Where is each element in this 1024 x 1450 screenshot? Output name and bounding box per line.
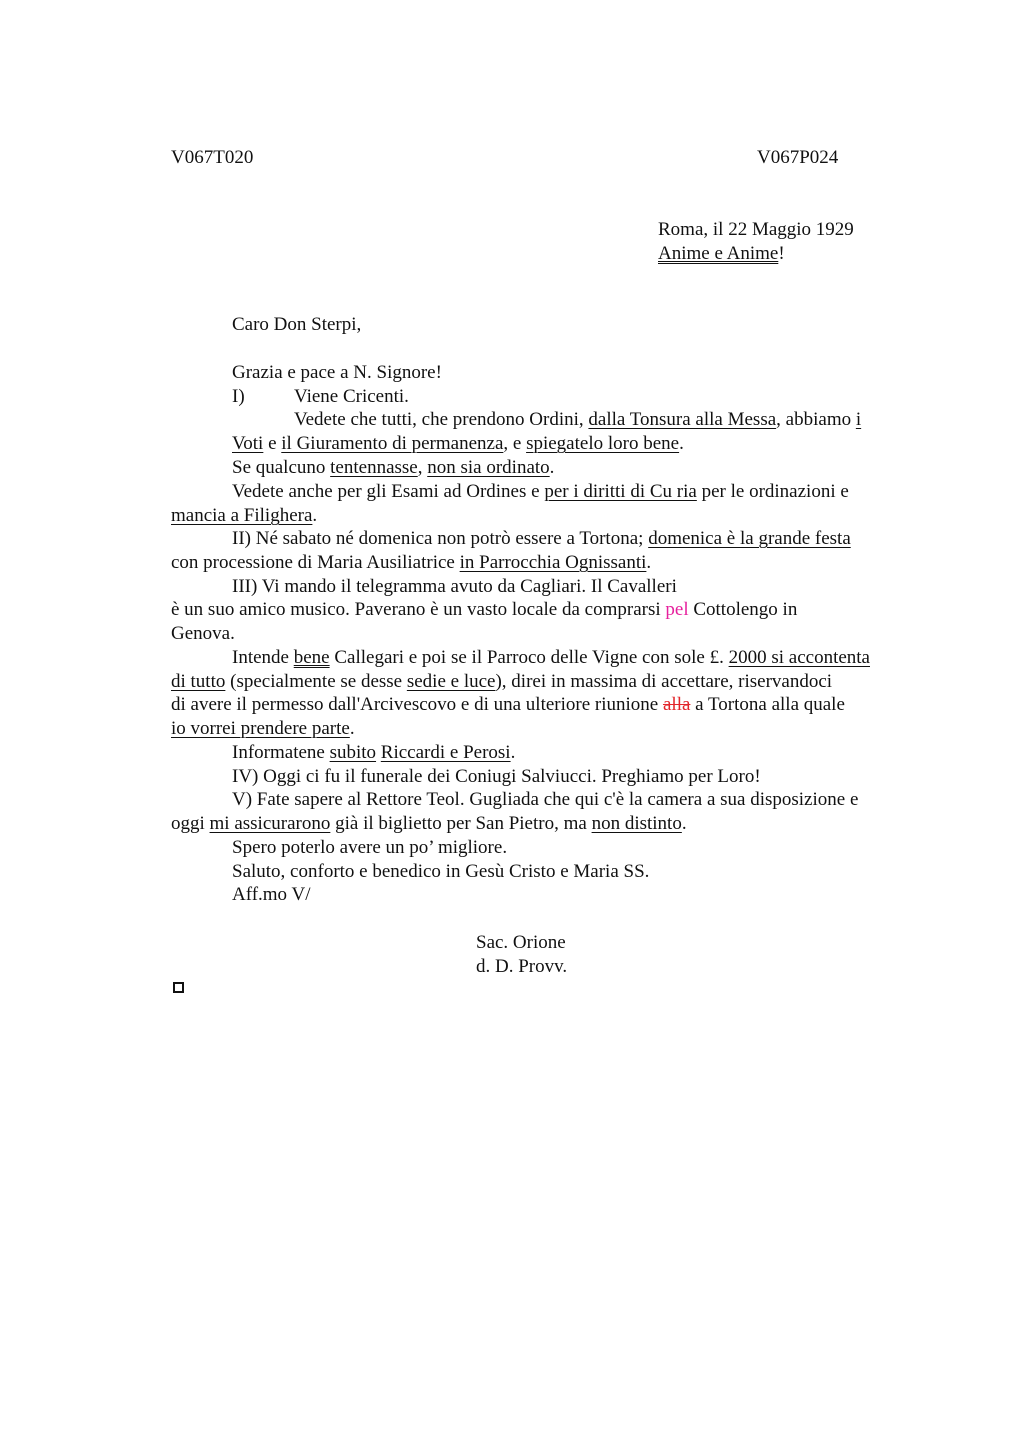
section1-line3: [232, 456, 554, 480]
section4-line1: IV) Oggi ci fu il funerale dei Coniugi Salviucci. Preghiamo per Loro!: [232, 766, 761, 787]
motto: [658, 242, 785, 266]
underlined-run: mi assicurarono: [209, 813, 331, 834]
text-run: , e: [503, 433, 527, 454]
text-run: è un suo amico musico. Paverano è un vasto locale da comprarsi: [171, 599, 666, 620]
underlined-run: il Giuramento di permanenza: [281, 433, 504, 454]
underlined-run: Voti: [232, 433, 264, 454]
text-run: ), direi in massima di accettare, riservandoci: [495, 671, 833, 692]
struck-word: alla: [662, 694, 691, 715]
underlined-run: non sia ordinato: [427, 457, 550, 478]
underlined-run: domenica è la grande festa: [648, 528, 851, 549]
text-run: per le ordinazioni e: [696, 481, 849, 502]
motto-text: Anime e Anime: [658, 243, 779, 264]
left-code: V067T020: [171, 147, 254, 168]
underlined-run: tentennasse: [330, 457, 418, 478]
text-run: .: [681, 813, 687, 834]
section2-line1: [232, 527, 851, 551]
text-run: Informatene: [232, 742, 330, 763]
signature-title: d. D. Provv.: [476, 956, 568, 977]
signature-name: Sac. Orione: [476, 932, 566, 953]
closing-line1: Spero poterlo avere un po’ migliore.: [232, 837, 508, 858]
text-run: II) Né sabato né domenica non potrò essere a Tortona;: [232, 528, 649, 549]
underlined-run: subito: [329, 742, 377, 763]
text-run: e: [263, 433, 282, 454]
text-run: con processione di Maria Ausiliatrice: [171, 552, 460, 573]
right-code: V067P024: [757, 147, 839, 168]
text-run: Se qualcuno: [232, 457, 331, 478]
greeting: Grazia e pace a N. Signore!: [232, 362, 442, 383]
section3-line2: [171, 598, 797, 622]
section2-line2: [171, 551, 651, 575]
underlined-run: i: [855, 409, 862, 430]
underlined-run: mancia a Filighera: [171, 505, 313, 526]
section3-p3: [232, 741, 515, 765]
underlined-run: per i diritti di Cu ria: [544, 481, 697, 502]
place-date: Roma, il 22 Maggio 1929: [658, 219, 854, 240]
text-run: .: [349, 718, 355, 739]
section3-p2-line3: [171, 693, 845, 717]
underlined-run: Riccardi e Perosi: [380, 742, 511, 763]
section1-line2: [232, 432, 684, 456]
salutation: Caro Don Sterpi,: [232, 314, 362, 335]
underlined-run: sedie e luce: [406, 671, 496, 692]
text-run: Intende: [232, 647, 294, 668]
text-run: , abbiamo: [776, 409, 856, 430]
text-run: Cottolengo in: [688, 599, 798, 620]
section3-p2-line2: [171, 670, 832, 694]
text-run: .: [646, 552, 652, 573]
section1-title: Viene Cricenti.: [294, 386, 409, 407]
underlined-run: in Parrocchia Ognissanti: [459, 552, 647, 573]
text-run: .: [312, 505, 318, 526]
closing-line2: Saluto, conforto e benedico in Gesù Cristo e Maria SS.: [232, 861, 650, 882]
text-run: Vedete che tutti, che prendono Ordini,: [294, 409, 589, 430]
underlined-run: spiegatelo loro bene: [526, 433, 680, 454]
underlined-run: io vorrei prendere parte: [171, 718, 350, 739]
text-run: ,: [417, 457, 428, 478]
text-run: di avere il permesso dall'Arcivescovo e di una ulteriore riunione: [171, 694, 663, 715]
closing-line3: Aff.mo V/: [232, 884, 311, 905]
text-run: .: [510, 742, 516, 763]
section3-p2-line4: [171, 717, 355, 741]
text-run: oggi: [171, 813, 210, 834]
highlighted-word: pel: [665, 599, 689, 620]
motto-end: !: [778, 243, 785, 264]
section5-line1: V) Fate sapere al Rettore Teol. Gugliada che qui c'è la camera a sua disposizione e: [232, 789, 859, 810]
section1-line5: [171, 504, 317, 528]
underlined-run: dalla Tonsura alla Messa: [588, 409, 777, 430]
underlined-run: di tutto: [171, 671, 226, 692]
section3-p2-line1: [232, 646, 870, 670]
text-run: già il biglietto per San Pietro, ma: [330, 813, 592, 834]
double-underlined-run: bene: [293, 647, 330, 668]
underlined-run: 2000 si accontenta: [728, 647, 870, 668]
section1-numeral: I): [232, 386, 245, 407]
text-run: .: [679, 433, 684, 454]
section3-line3: Genova.: [171, 623, 235, 644]
text-run: Callegari e poi se il Parroco delle Vigne con sole £.: [329, 647, 729, 668]
text-run: Vedete anche per gli Esami ad Ordines e: [232, 481, 545, 502]
section1-line1: [294, 408, 861, 432]
section3-line1: III) Vi mando il telegramma avuto da Cagliari. Il Cavalleri: [232, 576, 677, 597]
text-run: a Tortona alla quale: [690, 694, 845, 715]
section1-line4: [232, 480, 849, 504]
section5-line2: [171, 812, 687, 836]
square-marker-icon: [173, 982, 184, 993]
text-run: (specialmente se desse: [225, 671, 407, 692]
underlined-run: non distinto: [591, 813, 682, 834]
text-run: .: [549, 457, 555, 478]
